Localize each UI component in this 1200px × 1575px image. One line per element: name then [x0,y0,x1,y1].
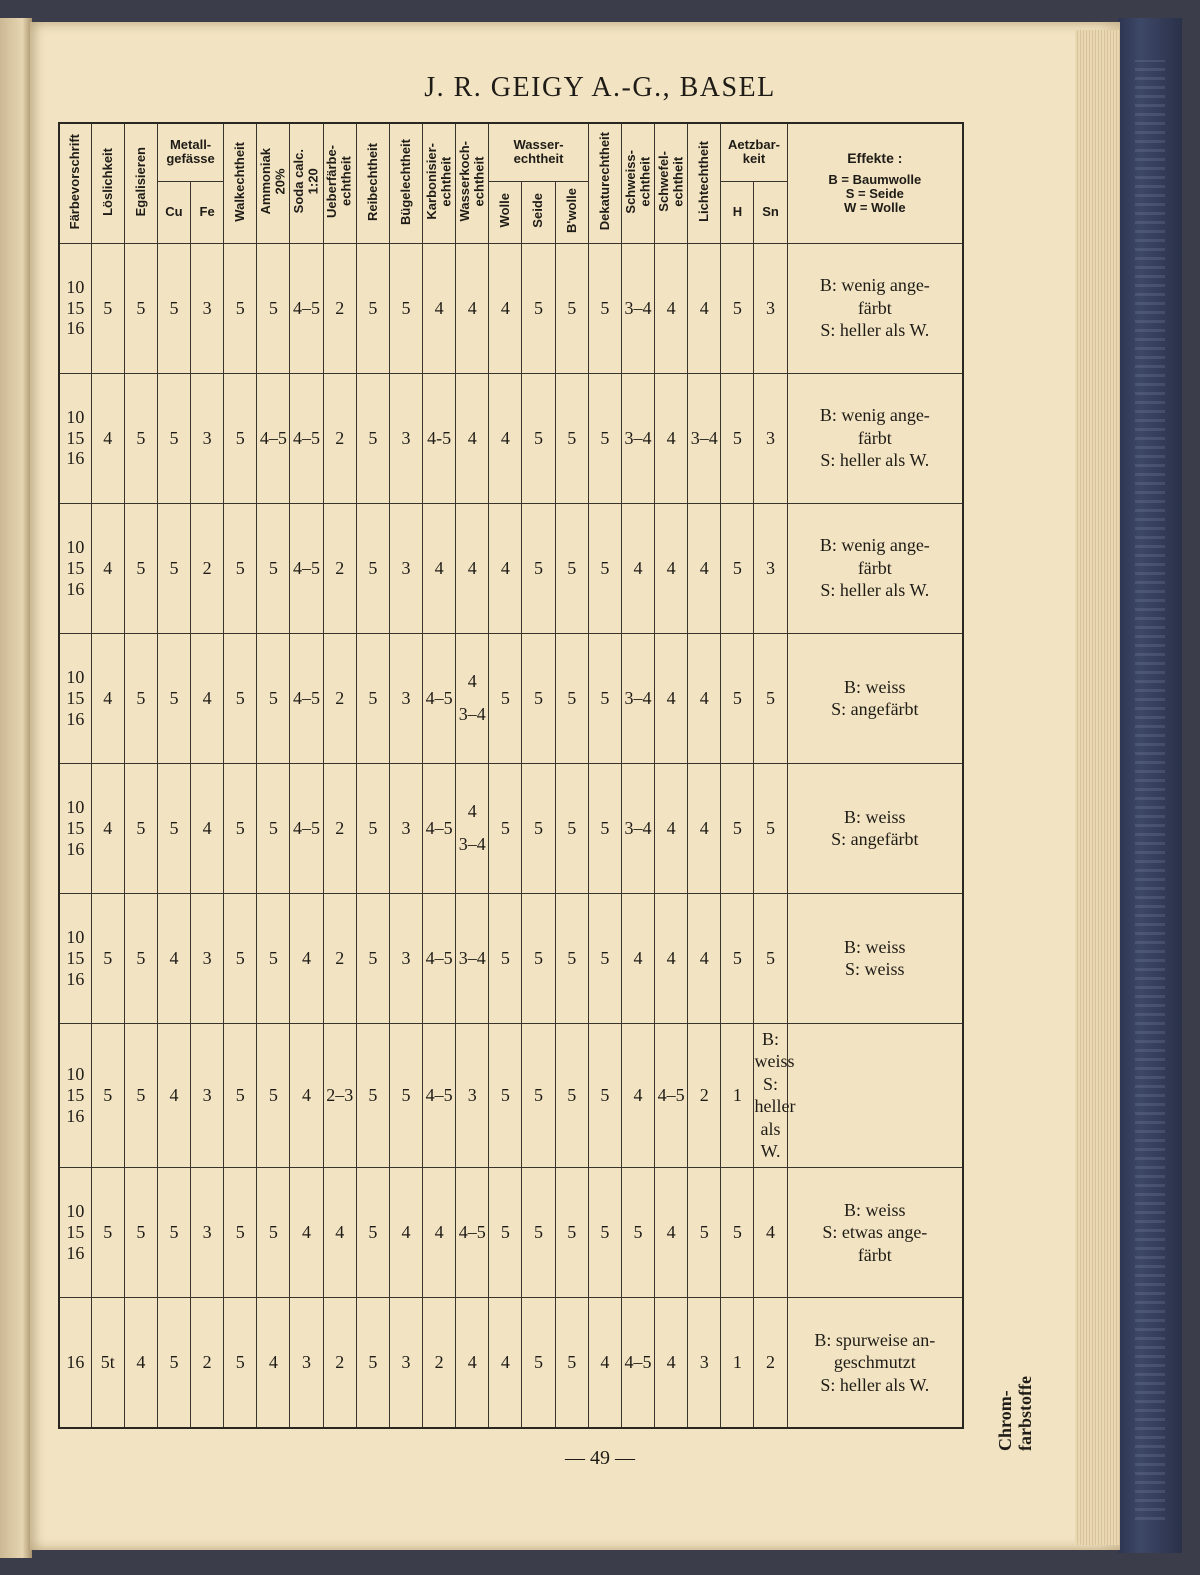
table-cell: 3 [191,1167,224,1297]
table-cell: 3 [389,1297,422,1428]
table-cell: 5 [522,763,555,893]
table-cell: 4 [688,503,721,633]
cell-effekte: B: weiss S: angefärbt [787,633,963,763]
table-cell: 5 [621,1167,654,1297]
table-cell: 5 [489,1023,522,1167]
page-number: — 49 — [565,1447,635,1469]
table-cell: 5 [356,763,389,893]
table-cell: 3 [688,1297,721,1428]
table-cell: 2 [323,373,356,503]
col-cu: Cu [157,181,190,243]
table-cell: 4 [754,1167,787,1297]
table-cell: 5 [356,373,389,503]
table-cell: 5 [224,243,257,373]
table-cell: 5 [157,763,190,893]
table-cell: 4 [489,373,522,503]
table-cell: 4 [423,243,456,373]
cell-subvalue: 3–4 [458,834,486,855]
col-egalisieren: Egalisieren [124,123,157,243]
col-loeslichkeit: Löslichkeit [91,123,124,243]
table-cell: 5 [124,503,157,633]
table-cell: 3–4 [621,763,654,893]
table-cell: 2 [754,1297,787,1428]
table-cell: 4 [588,1297,621,1428]
table-cell: 5 [721,893,754,1023]
left-page-edge [0,18,32,1558]
table-cell: 4 [423,503,456,633]
table-cell: 5 [356,1167,389,1297]
table-cell: 5 [721,763,754,893]
table-cell: 5 [91,243,124,373]
cell-subvalue: 3–4 [458,704,486,725]
cell-vorschrift: 10 15 16 [59,373,91,503]
table-cell: 2 [191,1297,224,1428]
cell-vorschrift: 10 15 16 [59,763,91,893]
table-cell: 4–5 [621,1297,654,1428]
table-cell: 3–4 [621,373,654,503]
table-cell: 4-5 [423,373,456,503]
table-cell: 3–4 [621,633,654,763]
section-label [996,1376,1056,1476]
table-cell: 5 [356,1297,389,1428]
table-cell: 4–5 [423,893,456,1023]
table-cell: 5 [588,1023,621,1167]
table-cell: 5 [522,1167,555,1297]
table-row [59,1297,963,1428]
table-cell: 5 [555,503,588,633]
col-sn: Sn [754,181,787,243]
table-cell: 4–5 [423,763,456,893]
cell-effekte: B: weiss S: angefärbt [787,763,963,893]
table-cell: 5 [721,633,754,763]
table-cell: 4 [290,1023,323,1167]
table-cell: 4 [91,633,124,763]
table-cell: 5 [522,503,555,633]
table-cell: 4 [655,373,688,503]
table-cell: 3–4 [688,373,721,503]
cell-value: 4 [467,801,477,822]
table-cell: 5 [124,1023,157,1167]
table-cell: 1 [721,1297,754,1428]
table-cell: 5 [754,763,787,893]
table-cell: 4–5 [456,1167,489,1297]
table-cell: 5 [522,893,555,1023]
table-cell: 5 [555,373,588,503]
table-cell: 5 [157,373,190,503]
table-cell: 5 [389,243,422,373]
table-cell: 4 [655,763,688,893]
col-bwolle: B'wolle [555,181,588,243]
table-row [59,1023,963,1167]
table-row [59,243,963,373]
effekte-legend-w: W = Wolle [844,200,906,216]
table-cell: 5 [588,763,621,893]
table-cell: 4 [91,503,124,633]
table-cell: 4 [323,1167,356,1297]
table-cell: 5 [588,503,621,633]
cover-texture [1135,60,1165,1520]
table-cell: 5 [522,373,555,503]
col-fe: Fe [191,181,224,243]
col-wasserechtheit: Wasser- echtheit [489,123,588,181]
col-karbonisier: Karbonisier- echtheit [423,123,456,243]
table-cell: 5 [91,1023,124,1167]
table-cell: 4–5 [290,243,323,373]
table-cell: 5 [588,893,621,1023]
table-cell: 5 [91,893,124,1023]
table-cell: 5 [688,1167,721,1297]
cell-vorschrift: 10 15 16 [59,503,91,633]
table-cell: 5 [257,763,290,893]
table-row [59,763,963,893]
table-cell: 5 [389,1023,422,1167]
table-cell: 4 [655,1297,688,1428]
table-cell: 4 [655,1167,688,1297]
table-cell: 4 [655,503,688,633]
table-cell: 5 [157,1167,190,1297]
table-cell: 2 [323,633,356,763]
table-cell: 4 [290,893,323,1023]
table-cell: 4 [688,893,721,1023]
table-cell: 5 [522,1023,555,1167]
table-cell: 4 [389,1167,422,1297]
table-cell: 5 [157,243,190,373]
table-cell: 5 [555,1297,588,1428]
table-cell: 5 [257,633,290,763]
table-cell: 5 [754,633,787,763]
table-cell: 2 [323,243,356,373]
table-cell: 5 [555,243,588,373]
table-cell: 4 [688,633,721,763]
table-cell: 5 [224,373,257,503]
effekte-title: Effekte : [847,150,903,167]
table-cell: 5 [356,503,389,633]
table-cell: 5 [588,633,621,763]
table-cell: 3 [191,893,224,1023]
table-row [59,373,963,503]
table-cell: 4 [655,243,688,373]
table-cell: 5 [224,503,257,633]
table-cell: 5 [257,243,290,373]
table-cell: 2 [688,1023,721,1167]
table-row [59,893,963,1023]
table-cell: 5 [356,893,389,1023]
table-cell: 4 [456,373,489,503]
table-cell: 4–5 [655,1023,688,1167]
table-cell: 4 [456,1297,489,1428]
table-cell: 4–5 [257,373,290,503]
table-cell: 5 [224,1297,257,1428]
fastness-table [58,122,964,1429]
table-cell: 5 [555,1167,588,1297]
table-cell: 5 [124,763,157,893]
table-cell: 3 [754,243,787,373]
effekte-legend-b: B = Baumwolle [828,171,922,187]
table-cell: 3 [389,763,422,893]
col-soda: Soda calc. 1:20 [290,123,323,243]
col-walkechtheit: Walkechtheit [224,123,257,243]
col-aetzbarkeit: Aetzbar- keit [721,123,787,181]
table-cell: 5 [257,1023,290,1167]
table-cell: 4–5 [290,373,323,503]
table-cell: 2 [323,763,356,893]
col-wasserkoch: Wasserkoch- echtheit [456,123,489,243]
table-cell: 5 [157,503,190,633]
table-cell: 4 [621,1023,654,1167]
table-cell: 4–5 [290,503,323,633]
table-cell: 5 [124,373,157,503]
table-cell: 5 [489,633,522,763]
table-cell: 3 [754,373,787,503]
col-h: H [721,181,754,243]
cell-vorschrift: 10 15 16 [59,243,91,373]
table-cell: 3–4 [456,893,489,1023]
table-cell: 4 [91,763,124,893]
table-cell: 5 [754,893,787,1023]
table-cell [456,763,489,893]
table-cell: 3–4 [621,243,654,373]
table-body [59,243,963,1428]
table-cell: 4 [456,503,489,633]
table-cell: 4–5 [290,633,323,763]
table-cell: 2 [191,503,224,633]
page-edges [1075,30,1120,1545]
table-cell: 5 [356,633,389,763]
table-cell: 3 [389,633,422,763]
table-cell: 5 [555,763,588,893]
table-cell: 5 [588,243,621,373]
table-cell: 5 [124,243,157,373]
page-title: J. R. GEIGY A.-G., BASEL [424,72,776,103]
table-cell: 5 [224,1167,257,1297]
table-cell: 3 [389,373,422,503]
table-cell: 4 [489,243,522,373]
section-label-text: Chrom- farbstoffe [995,1376,1035,1451]
table-cell: 4 [157,1023,190,1167]
table-cell: 2–3 [323,1023,356,1167]
col-dekatur: Dekaturechtheit [588,123,621,243]
table-cell: 5 [224,893,257,1023]
col-licht: Lichtechtheit [688,123,721,243]
table-cell: 3 [389,893,422,1023]
cell-vorschrift: 16 [59,1297,91,1428]
cell-effekte: B: weiss S: etwas ange- färbt [787,1167,963,1297]
table-cell: 4–5 [290,763,323,893]
table-cell: 2 [423,1297,456,1428]
table-cell: 2 [323,893,356,1023]
col-ammoniak: Ammoniak 20% [257,123,290,243]
table-cell: 3 [754,503,787,633]
table-cell: 1 [721,1023,754,1167]
table-cell: 4–5 [423,633,456,763]
cell-vorschrift: 10 15 16 [59,893,91,1023]
table-cell: 5 [224,763,257,893]
col-schwefel: Schwefel- echtheit [655,123,688,243]
cell-vorschrift: 10 15 16 [59,633,91,763]
cell-effekte: B: wenig ange- färbt S: heller als W. [787,503,963,633]
col-faerbevorschrift: Färbevorschrift [59,123,91,243]
table-cell: 4 [191,763,224,893]
col-effekte [787,123,963,243]
table-cell: 5 [257,893,290,1023]
table-cell: 4–5 [423,1023,456,1167]
table-cell: 5 [721,1167,754,1297]
table-cell: 3 [191,1023,224,1167]
cell-vorschrift: 10 15 16 [59,1023,91,1167]
table-cell: 5 [721,243,754,373]
cell-value: 4 [467,671,477,692]
table-cell: 5 [555,1023,588,1167]
table-cell: 5 [555,633,588,763]
table-cell: 5 [489,893,522,1023]
table-cell: 4 [157,893,190,1023]
table-cell: 5 [522,243,555,373]
cell-effekte: B: weiss S: heller als W. [754,1023,787,1167]
col-schweiss: Schweiss- echtheit [621,123,654,243]
table-cell: 5 [257,503,290,633]
cell-effekte: B: wenig ange- färbt S: heller als W. [787,373,963,503]
col-wolle: Wolle [489,181,522,243]
table-cell: 4 [456,243,489,373]
table-cell: 4 [124,1297,157,1428]
table-cell: 4 [621,893,654,1023]
table-cell: 5 [124,1167,157,1297]
table-cell: 5 [124,633,157,763]
col-reibechtheit: Reibechtheit [356,123,389,243]
table-cell: 5 [588,373,621,503]
col-metallgefaesse: Metall- gefässe [157,123,223,181]
table-cell: 4 [91,373,124,503]
table-cell [456,633,489,763]
table-cell: 5 [157,633,190,763]
table-cell: 4 [688,763,721,893]
table-cell: 3 [456,1023,489,1167]
table-cell: 5 [224,1023,257,1167]
table-cell: 4 [257,1297,290,1428]
table-cell: 4 [489,503,522,633]
table-cell: 4 [621,503,654,633]
table-cell: 5 [157,1297,190,1428]
col-buegelechtheit: Bügelechtheit [389,123,422,243]
table-cell: 5 [224,633,257,763]
table-cell: 2 [323,1297,356,1428]
table-row [59,1167,963,1297]
table-cell: 4 [423,1167,456,1297]
effekte-legend-s: S = Seide [845,185,904,201]
table-cell: 3 [290,1297,323,1428]
cell-vorschrift: 10 15 16 [59,1167,91,1297]
table-cell: 5t [91,1297,124,1428]
table-cell: 5 [588,1167,621,1297]
table-cell: 5 [721,373,754,503]
table-cell: 5 [555,893,588,1023]
table-cell: 4 [489,1297,522,1428]
table-cell: 4 [191,633,224,763]
cell-effekte: B: weiss S: weiss [787,893,963,1023]
table-cell: 5 [124,893,157,1023]
table-cell: 5 [356,243,389,373]
table-cell: 5 [257,1167,290,1297]
table-cell: 5 [522,1297,555,1428]
table-cell: 5 [91,1167,124,1297]
table-cell: 4 [290,1167,323,1297]
table-cell: 5 [489,763,522,893]
table-cell: 5 [489,1167,522,1297]
table-cell: 3 [389,503,422,633]
table-cell: 3 [191,243,224,373]
table-cell: 4 [688,243,721,373]
cell-effekte: B: spurweise an- geschmutzt S: heller als W. [787,1297,963,1428]
table-cell: 4 [655,633,688,763]
col-ueberfaerbe: Ueberfärbe- echtheit [323,123,356,243]
table-cell: 5 [721,503,754,633]
table-cell: 5 [522,633,555,763]
table-row [59,633,963,763]
table-cell: 2 [323,503,356,633]
table-cell: 4 [655,893,688,1023]
col-seide: Seide [522,181,555,243]
cell-effekte: B: wenig ange- färbt S: heller als W. [787,243,963,373]
table-cell: 5 [356,1023,389,1167]
table-cell: 3 [191,373,224,503]
table-row [59,503,963,633]
